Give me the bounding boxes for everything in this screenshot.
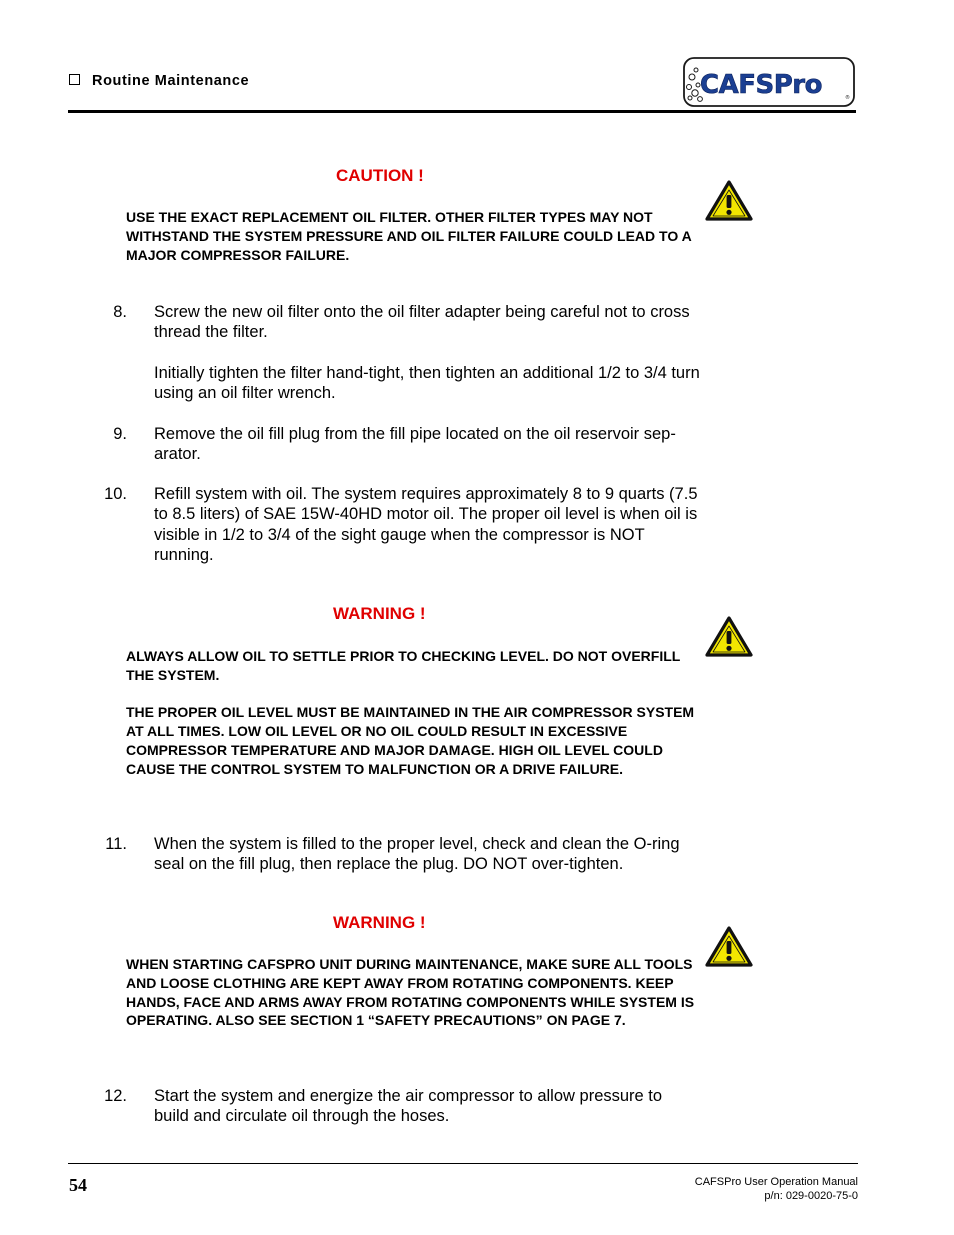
part-number: p/n: 029-0020-75-0	[764, 1190, 858, 1202]
step-paragraph: Refill system with oil. The system requires approximately 8 to 9 quarts (7.5 to 8.5 liters) of SAE 15W-40HD motor oil. The proper oil level is when oil is visible in 1/2 to 3/4 of the sight gauge when the compressor is NOT running.	[154, 485, 698, 564]
step-8	[100, 302, 700, 403]
page-number: 54	[69, 1175, 87, 1195]
section-label	[69, 73, 249, 89]
step-paragraph: When the system is filled to the proper level, check and clean the O-ring seal on the fill plug, then replace the plug. DO NOT over-tighten.	[154, 835, 680, 874]
step-number: 11.	[105, 835, 127, 853]
manual-title: CAFSPro User Operation Manual	[694, 1176, 858, 1188]
warning-triangle-icon	[704, 925, 754, 969]
footer-rule	[68, 1163, 858, 1164]
caution-text	[126, 208, 706, 264]
warning-triangle-icon	[704, 615, 754, 659]
warning-title: WARNING !	[333, 604, 426, 623]
callout-paragraph: WHEN STARTING CAFSPRO UNIT DURING MAINTENANCE, MAKE SURE ALL TOOLS AND LOOSE CLOTHING ARE KEPT AWAY FROM ROTATING COMPONENTS. KEEP HANDS, FACE AND ARMS AWAY FROM ROTATING COMPONENTS WHILE SYSTEM IS OPERATING. ALSO SEE SECTION 1 “SAFETY PRECAUTIONS” ON PAGE 7.	[126, 956, 695, 1029]
warning-triangle-icon	[704, 179, 754, 223]
step-12	[100, 1086, 700, 1127]
step-number: 10.	[104, 485, 127, 503]
callout-paragraph: USE THE EXACT REPLACEMENT OIL FILTER. OTHER FILTER TYPES MAY NOT WITHSTAND THE SYSTEM PRESSURE AND OIL FILTER FAILURE COULD LEAD TO A MAJOR COMPRESSOR FAILURE.	[126, 209, 692, 263]
caution-title: CAUTION !	[336, 166, 424, 185]
step-number: 9.	[113, 425, 127, 443]
step-paragraph: Start the system and energize the air compressor to allow pressure to build and circulate oil through the hoses.	[154, 1087, 663, 1126]
step-paragraph: Remove the oil fill plug from the fill pipe located on the oil reservoir sep-arator.	[154, 425, 676, 464]
warning-title: WARNING !	[333, 913, 426, 932]
cafspro-logo	[683, 57, 855, 107]
svg-text:®: ®	[845, 95, 850, 101]
step-9	[100, 424, 700, 465]
checkbox-bullet-icon	[69, 74, 80, 85]
logo-text: CAFSPro	[700, 70, 822, 100]
step-number: 12.	[104, 1087, 127, 1105]
warning-text	[126, 955, 706, 1030]
step-number: 8.	[113, 303, 127, 321]
callout-paragraph: ALWAYS ALLOW OIL TO SETTLE PRIOR TO CHECKING LEVEL. DO NOT OVERFILL THE SYSTEM.	[126, 648, 681, 683]
step-11	[100, 834, 700, 875]
step-paragraph: Initially tighten the filter hand-tight, then tighten an additional 1/2 to 3/4 turn using an oil filter wrench.	[154, 363, 700, 403]
step-paragraph: Screw the new oil filter onto the oil filter adapter being careful not to cross thread the filter.	[154, 303, 690, 342]
section-title: Routine Maintenance	[92, 73, 250, 89]
callout-paragraph: THE PROPER OIL LEVEL MUST BE MAINTAINED IN THE AIR COMPRESSOR SYSTEM AT ALL TIMES. LOW OIL LEVEL OR NO OIL COULD RESULT IN EXCESSIVE COMPRESSOR TEMPERATURE AND MAJOR DAMAGE. HIGH OIL LEVEL COULD CAUSE THE CONTROL SYSTEM TO MALFUNCTION OR A DRIVE FAILURE.	[126, 704, 695, 777]
header-rule	[68, 110, 856, 113]
footer-info	[695, 1175, 858, 1203]
warning-text	[126, 647, 706, 779]
step-10	[100, 484, 700, 565]
